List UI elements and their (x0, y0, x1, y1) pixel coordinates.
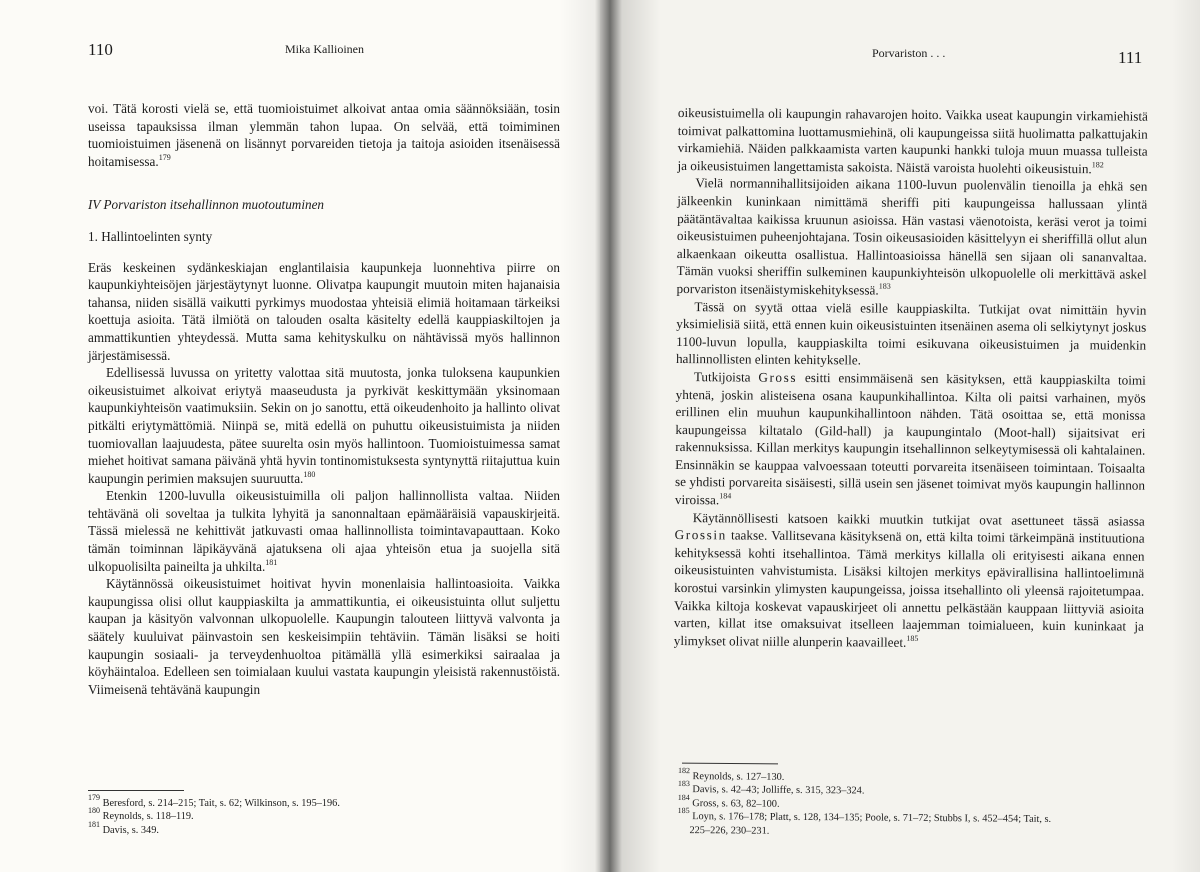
footnote: $^{183}$ Davis, s. 42–43; Jolliffe, s. 315, 323–324. (677, 779, 865, 797)
paragraph: Edellisessä luvussa on yritetty valottaa sitä muutosta, jonka tuloksena kaupunkien oikeusistuimet alkoivat eriytyä maaseudusta ja pyrkivät keskittymään yksinomaan kaupunkiyhteisön vaatimuksiin. Sekin on jo sanottu, että oikeudenhoito ja hallinto olivat pitkälti eriytymättömiä. Niinpä se, mitä edellä on puhuttu oikeusistuimista ja niiden tuomiovallan laajuudesta, pätee suurelta osin myös hallintoon. Tuomioistuimessa samat miehet hoitivat samana päivänä yhtä hyvin tontinomistuksesta syntynyttä riitajuttua kuin kaupungin perimien maksujen suuruutta.$^{180}$ (88, 365, 560, 486)
paragraph: Vielä normannihallitsijoiden aikana 1100-luvun puolenvälin tienoilla ja ehkä sen jälkeenkin kuninkaan nimittämä sheriffi piti kaupungeissa hallussaan ylintä päätäntävaltaa kaikissa kruunun asioissa. Hän vastasi väenotoista, keräsi verot ja toimi oikeusistuimen puheenjohtajana. Tosin oikeusasioiden käsittelyyn ei sheriffillä ollut alun alkaenkaan oikeutta osallistua. Hallintoasioissa hänellä sen sijaan oli sananvaltaa. Tämän vuoksi sheriffin sulkeminen kaupunkiyhteisön ulkopuolelle oli merkittävä askel porvariston itsenäistymiskehityksessä.$^{183}$ (676, 175, 1148, 298)
right-page-number: 111 (1118, 48, 1143, 67)
footnote: $^{180}$ Reynolds, s. 118–119. (88, 806, 194, 823)
right-body-text (674, 104, 1148, 653)
paragraph: Tutkijoista Gross esitti ensimmäisenä sen käsityksen, että kauppiaskilta toimi yhtenä, joskin alisteisena osana kaupunkihallintoa. Kilta oli paitsi varhainen, myös erillinen elin muuhun kaupunkihallintoon nähden. Tätä osoittaa se, että monissa kaupungeissa kiltatalo (Gild-hall) ja kaupungintalo (Moot-hall) sijaitsivat eri rakennuksissa. Killan merkitys kaupungin itsehallinnon selkeytymisessä oli kahtalainen. Ensinnäkin se kauppaa valvoessaan toteutti porvareita itsenäiseen toimintaan. Toisaalta se yhdisti porvareita sisäisesti, sillä usein sen jäsenet toimivat myös kaupungin hallinnon viroissa.$^{184}$ (674, 369, 1146, 508)
left-page-number: 110 (88, 40, 113, 59)
footnote-ref: 180 (303, 469, 316, 479)
footnote: $^{182}$ Reynolds, s. 127–130. (677, 766, 785, 783)
page-edge-shadow (1172, 0, 1200, 872)
paragraph: Tässä on syytä ottaa vielä esille kauppiaskilta. Tutkijat ovat nimittäin hyvin yksimielisiä siitä, että ennen kuin oikeusistuinten itsenäinen asema oli selkiytynyt joskus 1100-luvun lopulla, kauppiaskilta toimi esikuvana oikeusistuimen ja muidenkin hallinnollisten elinten kehitykselle. (675, 298, 1147, 368)
footnote-rule (88, 790, 184, 791)
paragraph: Eräs keskeinen sydänkeskiajan englantilaisia kaupunkeja luonnehtiva piirre on kaupunkiyhteisöjen järjestäytynyt luonne. Olivatpa kaupungit muutoin miten hajanaisia tahansa, niiden sisällä vaikutti pyrkimys muodostaa yhteisiä elimiä hoitamaan tärkeiksi koettuja asioita. Tätä ilmiötä on talouden osalta käsitelty edellä kauppiaskiltojen ja ammattikuntien yhteydessä. Mutta sama kehityskulku on nähtävissä myös hallinnon järjestämisessä. (88, 259, 560, 363)
left-body-text (88, 100, 560, 698)
footnote: $^{179}$ Beresford, s. 214–215; Tait, s. 62; Wilkinson, s. 195–196. (88, 793, 340, 809)
left-running-title: Mika Kallioinen (285, 42, 364, 56)
right-running-title: Porvariston . . . (872, 46, 946, 60)
footnote-ref: 184 (719, 491, 732, 501)
left-footnotes (88, 793, 558, 837)
subsection-heading: 1. Hallintoelinten synty (88, 228, 213, 244)
paragraph: Etenkin 1200-luvulla oikeusistuimilla oli paljon hallinnollista valtaa. Niiden tehtävänä oli soveltaa ja tulkita lyhyitä ja sanonnaltaan epämääräisiä vapauskirjeitä. Tässä mielessä ne kehittivät jatkuvasti omaa hallinnollista toimintavapauttaan. Koko tämän toiminnan läpikäyvänä ajatuksena oli ajaa yhteisön etua ja suojella sitä ulkopuolisilta paineilta ja uhkilta.$^{181}$ (88, 488, 560, 574)
footnote-ref: 182 (1091, 160, 1104, 170)
footnote-ref: 185 (906, 633, 919, 643)
footnote: $^{184}$ Gross, s. 63, 82–100. (677, 792, 780, 810)
footnote-rule (682, 763, 778, 765)
footnote-ref: 179 (158, 152, 171, 162)
paragraph: oikeusistuimella oli kaupungin rahavarojen hoito. Vaikka useat kaupungin virkamiehistä toimivat palkattomina luottamusmiehinä, oli kaupungeissa siitä huolimatta palkattujakin virkamiehiä. Näiden palkkaamista varten kaupunki hankki tuloja muun muassa tulleista ja oikeusistuimen langettamista sakoista. Näistä varoista huolehti oikeusistuin.$^{182}$ (677, 104, 1148, 177)
paragraph: Käytännössä oikeusistuimet hoitivat hyvin monenlaisia hallintoasioita. Vaikka kaupungissa olisi ollut kauppiaskilta ja ammattikuntia, ei oikeusistuinta ollut suljettu kaupan ja käsityön valvonnan ulkopuolelle. Kaupungin talouteen liittyvä valvonta ja säätely kuuluivat päinvastoin sen keskeisimpiin tehtäviin. Tämän lisäksi se hoiti kaupungin sosiaali- ja terveydenhuoltoa pitämällä yllä esimerkiksi sairaalaa ja köyhäintaloa. Edelleen sen toimialaan kuului vastata kaupungin yleisistä rakennustöistä. Viimeisenä tehtävänä kaupungin (88, 576, 560, 697)
author-name: Gross (758, 369, 798, 385)
author-name: Grossin (674, 527, 727, 543)
footnote-ref: 181 (265, 557, 278, 567)
footnote: $^{185}$ Loyn, s. 176–178; Platt, s. 128, 134–135; Poole, s. 71–72; Stubbs I, s. 452–454; Tait, s. 225–226, 230–231. (677, 806, 1052, 837)
right-page (600, 0, 1200, 872)
paragraph: Käytännöllisesti katsoen kaikki muutkin tutkijat ovat asettuneet tässä asiassa Grossin taakse. Vallitsevana käsityksenä on, että kilta toimi tärkeimpänä instituutiona kehityksessä kohti itsehallintoa. Tämä merkitys killalla oli erityisesti aikana ennen oikeusistuinten vahvistumista. Lisäksi kiltojen merkitys epävirallisina hallintoelimınä korostui varsinkin ylimysten kaupungeissa, joissa itsehallinto oli yleensä rajoitetumpaa. Vaikka kiltoja koskevat vapauskirjeet oli annettu pelkästään kauppaan liittyviä asioita varten, killat itse omaksuivat itselleen laajemman toimialueen, kuin kuninkaat ja ylimykset olivat niille alunperin kaavailleet.$^{185}$ (673, 509, 1145, 650)
footnote-ref: 183 (878, 281, 891, 291)
paragraph: voi. Tätä korosti vielä se, että tuomioistuimet alkoivat antaa omia säännöksiään, tosin useissa tapauksissa ilman ylemmän tahon lupaa. On selvää, että toimiminen tuomioistuimen jäsenenä on lisännyt porvareiden tietoja ja taitoja asioiden itsenäisessä hoitamisessa.$^{179}$ (88, 101, 560, 169)
right-footnotes (677, 766, 1148, 841)
footnote: $^{181}$ Davis, s. 349. (88, 819, 159, 836)
section-heading: IV Porvariston itsehallinnon muotoutuminen (88, 197, 325, 213)
